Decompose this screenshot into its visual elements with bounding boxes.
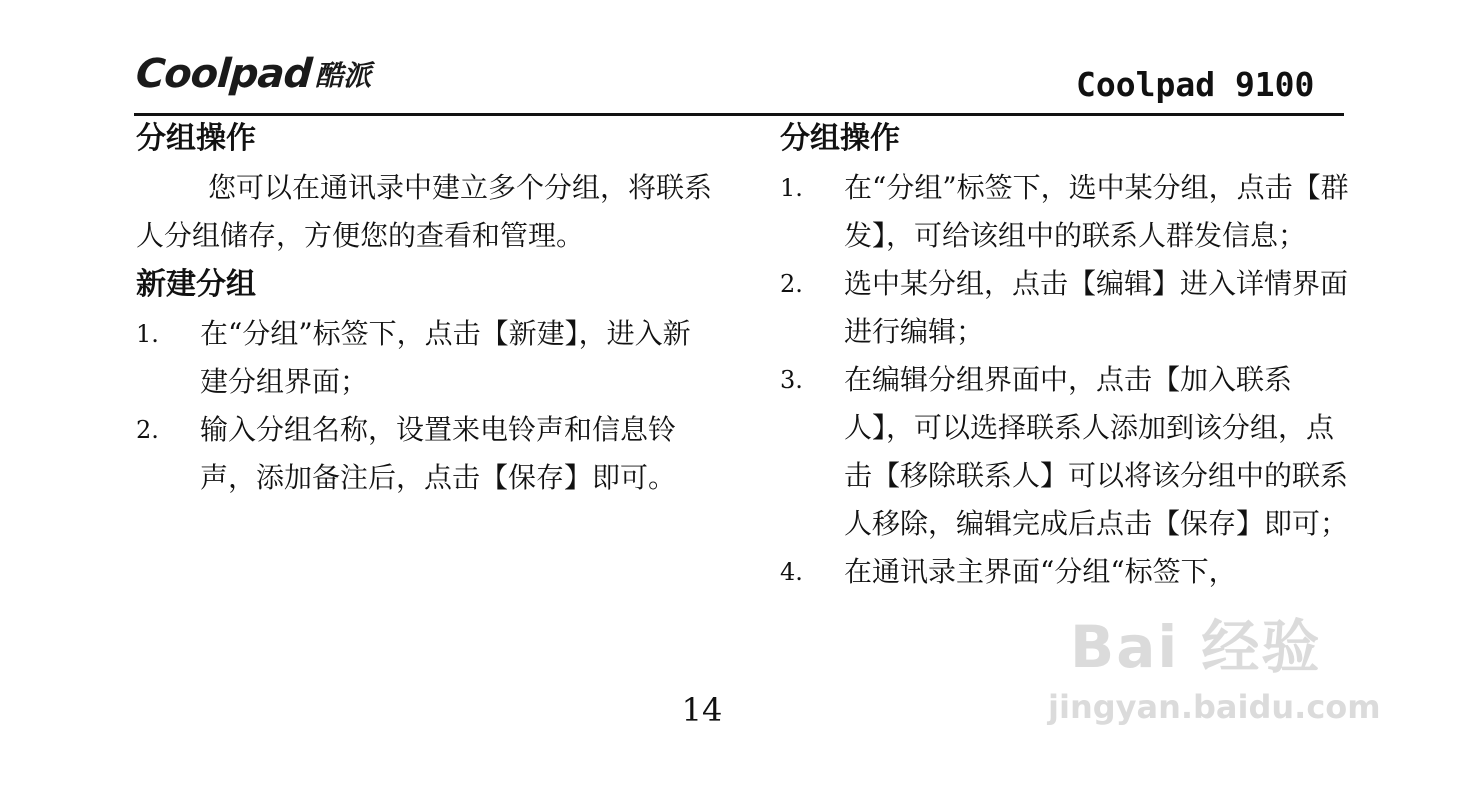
intro-paragraph: 您可以在通讯录中建立多个分组，将联系人分组储存，方便您的查看和管理。 — [136, 171, 713, 252]
section-heading: 分组操作 — [136, 121, 256, 156]
list-item — [780, 164, 1350, 260]
item-text: 在“分组”标签下，点击【新建】，进入新建分组界面； — [200, 317, 691, 398]
watermark-logo-text: Bai 经验 — [1070, 613, 1322, 681]
item-text: 选中某分组，点击【编辑】进入详情界面进行编辑； — [844, 267, 1349, 348]
watermark-url: jingyan.baidu.com — [1048, 688, 1381, 726]
item-number: 1. — [780, 174, 803, 202]
right-column — [780, 114, 1350, 596]
subsection-heading: 新建分组 — [136, 267, 256, 302]
item-number: 2. — [136, 416, 159, 444]
item-number: 4. — [780, 558, 803, 586]
page-number: 14 — [681, 691, 723, 729]
item-text: 在通讯录主界面“分组“标签下， — [844, 555, 1237, 588]
item-text: 输入分组名称，设置来电铃声和信息铃声，添加备注后，点击【保存】即可。 — [200, 413, 677, 494]
list-item — [780, 548, 1350, 596]
item-number: 3. — [780, 366, 803, 394]
list-item — [136, 310, 716, 406]
model-name: Coolpad 9100 — [1076, 65, 1315, 104]
section-heading: 分组操作 — [780, 121, 900, 156]
new-group-steps — [136, 310, 716, 502]
list-item — [780, 356, 1350, 548]
left-column — [136, 114, 716, 502]
logo-chinese: 酷派 — [315, 59, 372, 92]
group-operation-steps — [780, 164, 1350, 596]
item-number: 2. — [780, 270, 803, 298]
logo-text: Coolpad — [134, 51, 313, 97]
list-item — [136, 406, 716, 502]
item-text: 在编辑分组界面中，点击【加入联系人】，可以选择联系人添加到该分组，点击【移除联系人】可以将该分组中的联系人移除，编辑完成后点击【保存】即可； — [844, 363, 1349, 540]
item-number: 1. — [136, 320, 159, 348]
item-text: 在“分组”标签下，选中某分组，点击【群发】，可给该组中的联系人群发信息； — [844, 171, 1349, 252]
coolpad-logo — [136, 52, 371, 96]
list-item — [780, 260, 1350, 356]
